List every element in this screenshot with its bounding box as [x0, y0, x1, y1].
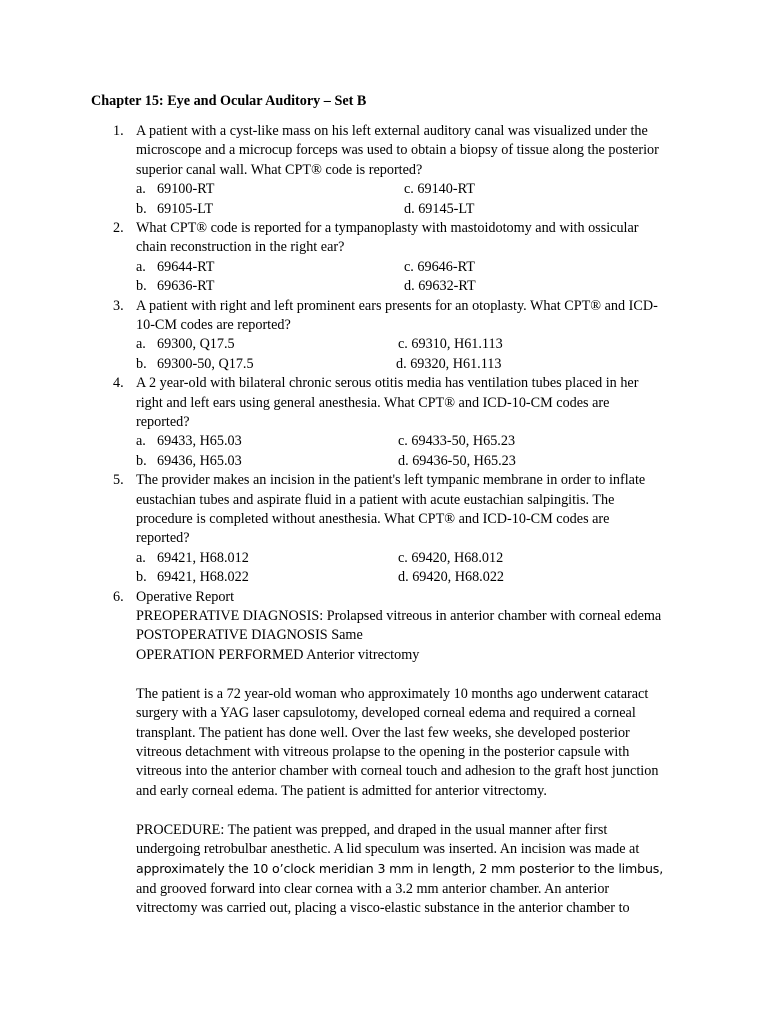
option-value: 69421, H68.012 — [157, 549, 249, 566]
option-letter: a. — [136, 336, 146, 353]
option-b[interactable] — [136, 355, 254, 374]
option-letter: b. — [136, 200, 147, 217]
option-letter: b. — [136, 278, 147, 295]
question-3 — [0, 297, 768, 375]
answer-options — [0, 432, 768, 471]
option-a[interactable] — [136, 335, 235, 354]
procedure-text-start: PROCEDURE: The patient was prepped, and draped in the usual manner after first undergoing retrobulbar anesthetic. A lid speculum was inserted. An incision was made at — [136, 821, 640, 857]
option-value: 69644-RT — [157, 258, 215, 275]
procedure-text-end: grooved forward into clear cornea with a 3.2 mm anterior chamber. An anterior vitrectomy was carried out, placing a visco-elastic substance in the anterior chamber to — [136, 880, 630, 917]
answer-options — [0, 180, 768, 219]
option-letter: b. — [136, 355, 147, 372]
option-d[interactable]: d. 69145-LT — [404, 200, 475, 217]
question-number: 1. — [113, 123, 124, 139]
option-letter: a. — [136, 549, 146, 566]
answer-options — [0, 258, 768, 297]
option-c[interactable]: c. 69310, H61.113 — [398, 336, 503, 353]
option-b[interactable] — [136, 568, 249, 587]
question-number: 5. — [113, 472, 124, 489]
option-b[interactable] — [136, 200, 213, 219]
option-b[interactable] — [136, 277, 214, 296]
option-c[interactable]: c. 69646-RT — [404, 258, 475, 275]
question-list — [0, 122, 768, 919]
question-text: A patient with right and left prominent ears presents for an otoplasty. What CPT® and ICD-10-CM codes are reported? — [136, 297, 658, 334]
procedure-text-mixed-tail: and — [136, 880, 157, 897]
option-letter: b. — [136, 569, 147, 586]
option-value: 69636-RT — [157, 278, 215, 295]
option-value: 69105-LT — [157, 200, 214, 217]
paragraph-spacer — [0, 665, 768, 684]
paragraph-spacer — [0, 801, 768, 820]
answer-options — [0, 549, 768, 588]
option-b[interactable] — [136, 452, 242, 471]
question-1 — [0, 122, 768, 219]
question-2 — [0, 219, 768, 297]
option-d[interactable]: d. 69320, H61.113 — [396, 355, 502, 372]
option-d[interactable]: d. 69632-RT — [404, 278, 476, 295]
option-value: 69436, H65.03 — [157, 452, 242, 469]
question-number: 6. — [113, 588, 124, 605]
option-d[interactable]: d. 69436-50, H65.23 — [398, 452, 516, 469]
question-text: A patient with a cyst-like mass on his left external auditory canal was visualized under the microscope and a microcup forceps was used to obtain a biopsy of tissue along the posterior superior canal wall. What CPT® code is reported? — [136, 123, 659, 178]
option-a[interactable] — [136, 258, 214, 277]
diagnosis-line: PREOPERATIVE DIAGNOSIS: Prolapsed vitreous in anterior chamber with corneal edema POSTOPERATIVE DIAGNOSIS Same — [136, 608, 662, 644]
option-c[interactable]: c. 69140-RT — [404, 181, 475, 198]
chapter-title: Chapter 15: Eye and Ocular Auditory – Set B — [91, 93, 367, 109]
question-text: The provider makes an incision in the patient's left tympanic membrane in order to inflate eustachian tubes and aspirate fluid in a patient with acute eustachian salpingitis. The procedure is completed without anesthesia. What CPT® and ICD-10-CM codes are reported? — [136, 472, 646, 547]
question-5 — [0, 471, 768, 587]
procedure-text-mixed-font: approximately the 10 o’clock meridian 3 mm in length, 2 mm posterior to the limbus, — [136, 861, 664, 877]
option-c[interactable]: c. 69433-50, H65.23 — [398, 433, 516, 450]
question-text: What CPT® code is reported for a tympanoplasty with mastoidotomy and with ossicular chain reconstruction in the right ear? — [136, 220, 639, 256]
option-value: 69100-RT — [157, 181, 215, 198]
option-value: 69300-50, Q17.5 — [157, 355, 254, 372]
question-text: A 2 year-old with bilateral chronic serous otitis media has ventilation tubes placed in her right and left ears using general anesthesia. What CPT® and ICD-10-CM codes are reported? — [136, 375, 639, 431]
option-letter: a. — [136, 181, 146, 198]
question-6-operative-report — [0, 588, 768, 919]
patient-history-paragraph: The patient is a 72 year-old woman who approximately 10 months ago underwent cataract surgery with a YAG laser capsulotomy, developed corneal edema and required a corneal transplant. The patient has done well. Over the last few weeks, she developed posterior vitreous detachment with vitreous prolapse to the opening in the posterior capsule with vitreous into the anterior chamber with corneal touch and adhesion to the graft host junction and early corneal edema. The patient is admitted for anterior vitrectomy. — [136, 685, 659, 799]
option-a[interactable] — [136, 180, 214, 199]
operation-performed-line: OPERATION PERFORMED Anterior vitrectomy — [136, 646, 420, 663]
option-value: 69433, H65.03 — [157, 433, 242, 450]
option-letter: a. — [136, 258, 146, 275]
option-letter: b. — [136, 452, 147, 469]
option-d[interactable]: d. 69420, H68.022 — [398, 569, 505, 586]
procedure-paragraph — [136, 821, 666, 919]
question-number: 4. — [113, 375, 124, 392]
option-value: 69421, H68.022 — [157, 569, 249, 586]
question-4 — [0, 374, 768, 471]
answer-options — [0, 335, 768, 374]
option-letter: a. — [136, 433, 146, 450]
option-c[interactable]: c. 69420, H68.012 — [398, 549, 504, 566]
option-a[interactable] — [136, 432, 242, 451]
question-number: 3. — [113, 297, 124, 314]
question-number: 2. — [113, 220, 124, 237]
operative-report-heading: Operative Report — [136, 588, 235, 605]
option-a[interactable] — [136, 549, 249, 568]
option-value: 69300, Q17.5 — [157, 336, 235, 353]
